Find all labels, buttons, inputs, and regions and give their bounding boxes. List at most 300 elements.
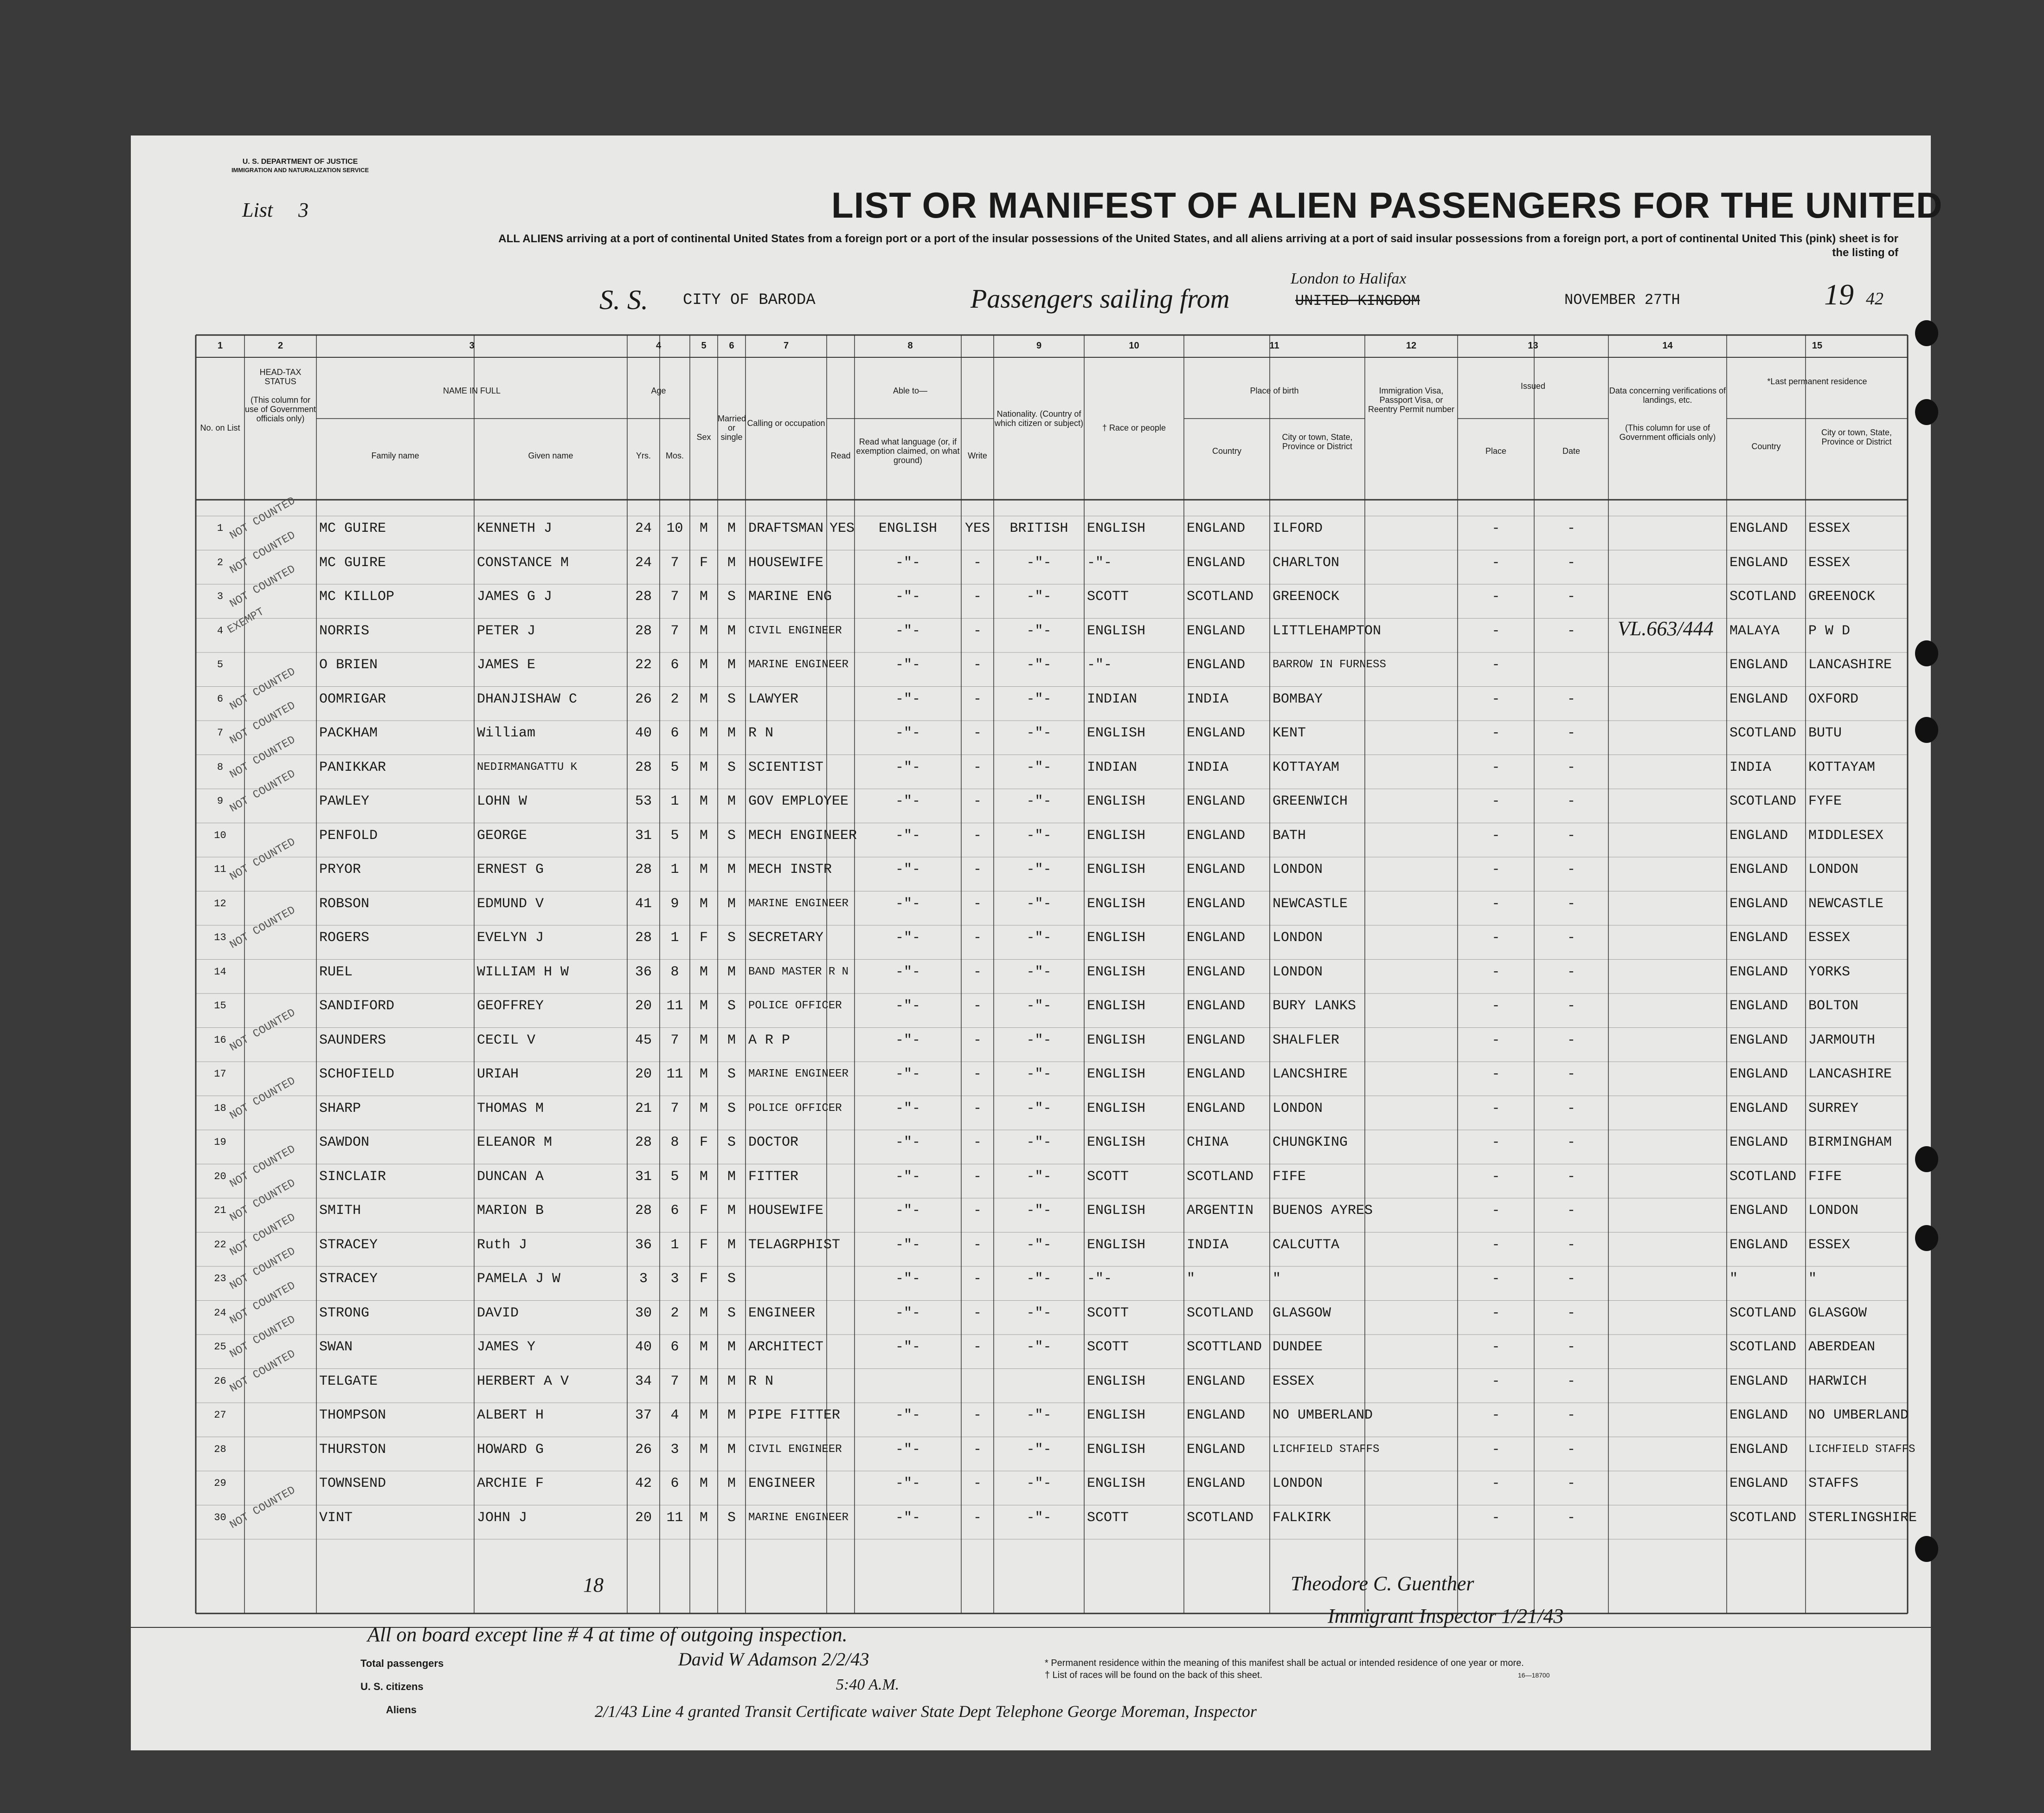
cell-rcity: FIFE: [1808, 1168, 1842, 1185]
cell-nat: -"-: [1026, 1237, 1052, 1253]
form-number: 16—18700: [1518, 1671, 1550, 1679]
cell-place: -: [1491, 998, 1500, 1014]
cell-place: -: [1491, 1237, 1500, 1253]
cell-rcity: STAFFS: [1808, 1476, 1859, 1491]
cell-ms: S: [727, 998, 736, 1014]
head-tax-stamp: NOT COUNTED: [227, 1245, 298, 1293]
cell-race: ENGLISH: [1087, 1373, 1146, 1389]
head-tax-stamp: NOT COUNTED: [227, 1279, 298, 1327]
cell-mos: 8: [670, 964, 679, 980]
cell-rcountry: ENGLAND: [1729, 1135, 1788, 1150]
cell-bcity: FIFE: [1273, 1168, 1306, 1185]
cell-ms: M: [727, 1168, 736, 1185]
cell-family: SHARP: [319, 1100, 361, 1116]
cell-family: RUEL: [319, 964, 353, 980]
punch-hole: [1915, 717, 1938, 743]
head-tax-stamp: NOT COUNTED: [227, 733, 298, 781]
cell-ms: M: [727, 794, 736, 809]
cell-write: -: [973, 998, 982, 1014]
cell-no: 29: [214, 1477, 226, 1489]
cell-date: -: [1567, 623, 1575, 639]
cell-no: 6: [217, 693, 224, 705]
cell-occ: SCIENTIST: [748, 759, 824, 775]
cell-rcity: ABERDEAN: [1808, 1339, 1876, 1355]
cell-ms: S: [727, 827, 736, 844]
cell-yrs: 24: [635, 521, 652, 536]
verification-header: Data concerning verifications of landings, etc.: [1609, 386, 1726, 405]
cell-date: -: [1567, 1339, 1575, 1355]
cell-bcity: LONDON: [1273, 1476, 1323, 1491]
column-number: 9: [1036, 341, 1042, 351]
cell-given: GEOFFREY: [477, 998, 544, 1014]
port-handwritten: London to Halifax: [1291, 270, 1407, 287]
column-number: 11: [1269, 341, 1279, 351]
cell-rcity: ": [1808, 1271, 1817, 1287]
cell-place: -: [1491, 1100, 1500, 1116]
cell-write: -: [973, 759, 982, 775]
cell-place: -: [1491, 759, 1500, 775]
cell-race: ENGLISH: [1087, 1135, 1146, 1150]
cell-yrs: 42: [635, 1476, 652, 1491]
cell-mos: 3: [670, 1441, 679, 1458]
cell-rcountry: SCOTLAND: [1729, 1168, 1797, 1185]
cell-date: -: [1567, 1373, 1575, 1389]
cell-sex: M: [699, 521, 708, 536]
cell-rcity: BOLTON: [1808, 998, 1859, 1014]
cell-yrs: 28: [635, 862, 652, 877]
punch-hole: [1915, 1536, 1938, 1562]
cell-yrs: 3: [639, 1271, 648, 1287]
cell-date: -: [1567, 1407, 1575, 1423]
cell-bcountry: SCOTTLAND: [1187, 1339, 1262, 1355]
cell-rcountry: ENGLAND: [1729, 1407, 1788, 1423]
cell-family: SMITH: [319, 1203, 361, 1219]
cell-lang: -"-: [895, 1339, 920, 1355]
cell-no: 9: [217, 795, 224, 807]
cell-mos: 2: [670, 691, 679, 707]
cell-date: -: [1567, 1066, 1575, 1082]
cell-write: -: [973, 1032, 982, 1048]
cell-yrs: 28: [635, 623, 652, 639]
cell-nat: -"-: [1026, 1271, 1052, 1287]
cell-no: 27: [214, 1409, 226, 1421]
cell-yrs: 20: [635, 1510, 652, 1526]
cell-occ: HOUSEWIFE: [748, 555, 824, 571]
cell-given: EDMUND V: [477, 896, 544, 912]
cell-place: -: [1491, 1339, 1500, 1355]
note-signer: David W Adamson 2/2/43: [678, 1649, 869, 1670]
cell-ms: M: [727, 896, 736, 912]
waiver-note: 2/1/43 Line 4 granted Transit Certificate waiver State Dept Telephone George Moreman, Inspector: [595, 1702, 1257, 1721]
cell-rcountry: INDIA: [1729, 759, 1772, 775]
cell-given: JAMES E: [477, 657, 536, 673]
cell-place: -: [1491, 827, 1500, 844]
cell-place: -: [1491, 589, 1500, 605]
cell-nat: BRITISH: [1009, 521, 1068, 536]
cell-place: -: [1491, 1203, 1500, 1219]
head-tax-stamp: NOT COUNTED: [227, 495, 298, 542]
cell-yrs: 28: [635, 1203, 652, 1219]
cell-write: -: [973, 862, 982, 877]
cell-ms: S: [727, 930, 736, 946]
cell-family: TELGATE: [319, 1373, 378, 1389]
cell-rcountry: ENGLAND: [1729, 691, 1788, 707]
cell-rcity: STERLINGSHIRE: [1808, 1510, 1917, 1526]
column-number: 6: [729, 341, 734, 351]
cell-lang: -"-: [895, 1168, 920, 1185]
cell-date: -: [1567, 1305, 1575, 1321]
cell-place: -: [1491, 1305, 1500, 1321]
cell-place: -: [1491, 657, 1500, 673]
cell-nat: -"-: [1026, 1032, 1052, 1048]
cell-family: STRACEY: [319, 1237, 378, 1253]
cell-bcountry: ENGLAND: [1187, 1100, 1246, 1116]
cell-ms: M: [727, 521, 736, 536]
cell-bcity: BURY LANKS: [1273, 998, 1356, 1014]
residence-city-header: City or town, State, Province or District: [1821, 428, 1892, 446]
cell-yrs: 20: [635, 998, 652, 1014]
cell-mos: 7: [670, 1032, 679, 1048]
cell-race: ENGLISH: [1087, 725, 1146, 741]
head-tax-stamp: NOT COUNTED: [227, 1074, 298, 1123]
cell-bcountry: ARGENTIN: [1187, 1203, 1254, 1219]
cell-yrs: 30: [635, 1305, 652, 1321]
cell-yrs: 36: [635, 1237, 652, 1253]
cell-place: -: [1491, 964, 1500, 980]
cell-place: -: [1491, 521, 1500, 536]
cell-rcity: NO UMBERLAND: [1808, 1407, 1909, 1423]
cell-yrs: 26: [635, 691, 652, 707]
verification-entry: VL.663/444: [1618, 617, 1714, 640]
cell-nat: -"-: [1026, 725, 1052, 741]
cell-sex: M: [699, 1339, 708, 1355]
cell-given: KENNETH J: [477, 521, 553, 536]
cell-nat: -"-: [1026, 1100, 1052, 1116]
cell-date: -: [1567, 827, 1575, 844]
cell-rcity: P W D: [1808, 623, 1851, 639]
cell-race: SCOTT: [1087, 1510, 1129, 1526]
race-header: † Race or people: [1102, 423, 1166, 432]
footnote-residence: * Permanent residence within the meaning of this manifest shall be actual or intended residence of one year or more.: [1045, 1658, 1524, 1668]
cell-lang: -"-: [895, 589, 920, 605]
cell-family: SANDIFORD: [319, 998, 395, 1014]
cell-given: DHANJISHAW C: [477, 691, 578, 707]
birth-city-header: City or town, State, Province or District: [1282, 432, 1353, 451]
cell-write: -: [973, 1510, 982, 1526]
cell-occ: MECH INSTR: [748, 862, 832, 877]
manifest-sheet: [131, 135, 1943, 1750]
cell-given: URIAH: [477, 1066, 519, 1082]
cell-nat: -"-: [1026, 1476, 1052, 1491]
cell-lang: -"-: [895, 1407, 920, 1423]
cell-rcountry: ENGLAND: [1729, 930, 1788, 946]
cell-occ: MARINE ENGINEER: [748, 1068, 849, 1080]
cell-bcountry: SCOTLAND: [1187, 1168, 1254, 1185]
head-tax-stamp: NOT COUNTED: [227, 1142, 298, 1191]
cell-date: -: [1567, 725, 1575, 741]
cell-nat: -"-: [1026, 555, 1052, 571]
cell-ms: S: [727, 1510, 736, 1526]
cell-bcity: LONDON: [1273, 1100, 1323, 1116]
cell-given: EVELYN J: [477, 930, 544, 946]
cell-family: NORRIS: [319, 623, 370, 639]
cell-place: -: [1491, 1135, 1500, 1150]
head-tax-stamp: NOT COUNTED: [227, 904, 298, 952]
cell-mos: 7: [670, 1100, 679, 1116]
inspector-signature: Theodore C. Guenther: [1291, 1572, 1474, 1595]
cell-lang: -"-: [895, 896, 920, 912]
cell-read: YES: [829, 521, 855, 536]
cell-rcity: GREENOCK: [1808, 589, 1876, 605]
head-tax-stamp: NOT COUNTED: [227, 529, 298, 577]
cell-no: 17: [214, 1068, 226, 1080]
cell-rcity: NEWCASTLE: [1808, 896, 1884, 912]
cell-bcity: GREENWICH: [1273, 794, 1348, 809]
cell-rcountry: ENGLAND: [1729, 998, 1788, 1014]
cell-rcountry: SCOTLAND: [1729, 1510, 1797, 1526]
cell-bcountry: ENGLAND: [1187, 521, 1246, 536]
cell-given: HOWARD G: [477, 1441, 544, 1458]
cell-place: -: [1491, 930, 1500, 946]
cell-mos: 1: [670, 794, 679, 809]
cell-mos: 7: [670, 555, 679, 571]
cell-nat: -"-: [1026, 1305, 1052, 1321]
cell-bcity: FALKIRK: [1273, 1510, 1331, 1526]
head-tax-stamp: NOT COUNTED: [227, 1484, 298, 1532]
cell-rcountry: ": [1729, 1271, 1738, 1287]
cell-lang: -"-: [895, 1237, 920, 1253]
cell-occ: MARINE ENG: [748, 589, 832, 605]
cell-rcountry: ENGLAND: [1729, 1032, 1788, 1048]
cell-write: -: [973, 1339, 982, 1355]
cell-race: ENGLISH: [1087, 794, 1146, 809]
cell-family: SAWDON: [319, 1135, 370, 1150]
cell-sex: M: [699, 998, 708, 1014]
head-tax-stamp: NOT COUNTED: [227, 1211, 298, 1259]
cell-no: 5: [217, 659, 224, 671]
cell-ms: S: [727, 1135, 736, 1150]
cell-yrs: 41: [635, 896, 652, 912]
cell-given: LOHN W: [477, 794, 527, 809]
cell-write: -: [973, 1407, 982, 1423]
cell-rcity: LONDON: [1808, 862, 1859, 877]
punch-hole: [1915, 320, 1938, 346]
punch-hole: [1915, 640, 1938, 666]
name-in-full-header: NAME IN FULL: [443, 386, 501, 395]
cell-mos: 9: [670, 896, 679, 912]
column-number: 1: [217, 341, 223, 351]
cell-bcountry: SCOTLAND: [1187, 1510, 1254, 1526]
cell-ms: M: [727, 1373, 736, 1389]
cell-bcity: NEWCASTLE: [1273, 896, 1348, 912]
no-on-list-header: No. on List: [200, 423, 240, 432]
cell-bcountry: ENGLAND: [1187, 827, 1246, 844]
column-number: 13: [1528, 341, 1538, 351]
cell-bcity: KENT: [1273, 725, 1306, 741]
cell-occ: FITTER: [748, 1168, 799, 1185]
cell-date: -: [1567, 1476, 1575, 1491]
column-number: 3: [469, 341, 475, 351]
cell-mos: 3: [670, 1271, 679, 1287]
cell-rcountry: ENGLAND: [1729, 862, 1788, 877]
head-tax-stamp: NOT COUNTED: [227, 768, 298, 815]
cell-race: ENGLISH: [1087, 896, 1146, 912]
cell-sex: F: [699, 555, 708, 571]
cell-write: -: [973, 1476, 982, 1491]
given-name-header: Given name: [528, 451, 573, 460]
cell-write: -: [973, 1305, 982, 1321]
cell-given: DUNCAN A: [477, 1168, 544, 1185]
cell-bcity: ": [1273, 1271, 1281, 1287]
cell-no: 4: [217, 625, 224, 637]
cell-lang: ENGLISH: [878, 521, 938, 536]
cell-given: NEDIRMANGATTU K: [477, 761, 578, 774]
family-name-header: Family name: [371, 451, 419, 460]
column-number: 14: [1662, 341, 1673, 351]
cell-lang: -"-: [895, 725, 920, 741]
cell-bcountry: CHINA: [1187, 1135, 1229, 1150]
cell-date: -: [1567, 759, 1575, 775]
cell-rcity: BIRMINGHAM: [1808, 1135, 1892, 1150]
cell-given: MARION B: [477, 1203, 544, 1219]
cell-mos: 1: [670, 1237, 679, 1253]
cell-date: -: [1567, 1100, 1575, 1116]
cell-write: -: [973, 1441, 982, 1458]
cell-nat: -"-: [1026, 623, 1052, 639]
cell-rcity: OXFORD: [1808, 691, 1859, 707]
cell-nat: -"-: [1026, 1168, 1052, 1185]
write-header: Write: [968, 451, 987, 460]
cell-race: ENGLISH: [1087, 1203, 1146, 1219]
cell-sex: F: [699, 1135, 708, 1150]
cell-write: -: [973, 794, 982, 809]
cell-yrs: 28: [635, 759, 652, 775]
punch-hole: [1915, 399, 1938, 425]
cell-mos: 11: [666, 998, 683, 1014]
cell-place: -: [1491, 862, 1500, 877]
aliens-label: Aliens: [386, 1704, 417, 1716]
cell-occ: MARINE ENGINEER: [748, 897, 849, 910]
cell-race: ENGLISH: [1087, 1237, 1146, 1253]
cell-ms: M: [727, 1032, 736, 1048]
place-of-birth-header: Place of birth: [1250, 386, 1299, 395]
cell-lang: -"-: [895, 827, 920, 844]
cell-bcountry: ENGLAND: [1187, 964, 1246, 980]
cell-rcountry: ENGLAND: [1729, 1373, 1788, 1389]
cell-sex: M: [699, 1441, 708, 1458]
cell-date: -: [1567, 521, 1575, 536]
cell-nat: -"-: [1026, 1339, 1052, 1355]
cell-place: -: [1491, 623, 1500, 639]
cell-occ: MARINE ENGINEER: [748, 1511, 849, 1524]
cell-rcity: GLASGOW: [1808, 1305, 1867, 1321]
cell-race: SCOTT: [1087, 589, 1129, 605]
cell-rcity: HARWICH: [1808, 1373, 1867, 1389]
cell-mos: 11: [666, 1510, 683, 1526]
cell-yrs: 31: [635, 1168, 652, 1185]
cell-nat: -"-: [1026, 691, 1052, 707]
cell-lang: -"-: [895, 759, 920, 775]
head-tax-stamp: NOT COUNTED: [227, 1177, 298, 1225]
cell-date: -: [1567, 862, 1575, 877]
cell-no: 1: [217, 523, 224, 534]
cell-given: CONSTANCE M: [477, 555, 569, 571]
cell-mos: 6: [670, 1476, 679, 1491]
issued-date-header: Date: [1562, 446, 1581, 456]
cell-rcity: MIDDLESEX: [1808, 827, 1884, 844]
cell-sex: M: [699, 691, 708, 707]
cell-no: 3: [217, 591, 224, 602]
cell-race: ENGLISH: [1087, 1441, 1146, 1458]
cell-bcity: SHALFLER: [1273, 1032, 1340, 1048]
yrs-header: Yrs.: [636, 451, 651, 460]
cell-no: 14: [214, 966, 226, 978]
cell-occ: R N: [748, 1373, 774, 1389]
cell-write: -: [973, 589, 982, 605]
punch-hole: [1915, 1146, 1938, 1172]
cell-mos: 10: [666, 521, 683, 536]
nationality-header: Nationality. (Country of which citizen or subject): [994, 409, 1084, 428]
cell-occ: DOCTOR: [748, 1135, 799, 1150]
cell-bcountry: ENGLAND: [1187, 1373, 1246, 1389]
cell-bcountry: ENGLAND: [1187, 896, 1246, 912]
cell-no: 18: [214, 1102, 226, 1114]
cell-sex: M: [699, 589, 708, 605]
cell-nat: -"-: [1026, 964, 1052, 980]
cell-lang: -"-: [895, 1066, 920, 1082]
cell-occ: MECH ENGINEER: [748, 827, 857, 844]
cell-nat: -"-: [1026, 862, 1052, 877]
cell-bcity: NO UMBERLAND: [1273, 1407, 1373, 1423]
cell-sex: M: [699, 1100, 708, 1116]
head-tax-stamp: NOT COUNTED: [227, 665, 298, 713]
cell-family: TOWNSEND: [319, 1476, 386, 1491]
column-number: 15: [1812, 341, 1823, 351]
able-to-header: Able to—: [893, 386, 928, 395]
cell-bcountry: ENGLAND: [1187, 1476, 1246, 1491]
cell-rcity: ESSEX: [1808, 521, 1851, 536]
cell-race: ENGLISH: [1087, 998, 1146, 1014]
head-tax-stamp: NOT COUNTED: [227, 699, 298, 747]
cell-ms: S: [727, 1066, 736, 1082]
cell-ms: M: [727, 1237, 736, 1253]
cell-yrs: 40: [635, 1339, 652, 1355]
cell-mos: 6: [670, 725, 679, 741]
cell-place: -: [1491, 794, 1500, 809]
cell-bcity: LANCSHIRE: [1273, 1066, 1348, 1082]
cell-rcity: LONDON: [1808, 1203, 1859, 1219]
cell-nat: -"-: [1026, 1066, 1052, 1082]
cell-rcity: ESSEX: [1808, 555, 1851, 571]
cell-mos: 1: [670, 862, 679, 877]
cell-mos: 7: [670, 589, 679, 605]
cell-family: MC KILLOP: [319, 589, 395, 605]
cell-place: -: [1491, 691, 1500, 707]
cell-rcity: FYFE: [1808, 794, 1842, 809]
cell-date: -: [1567, 998, 1575, 1014]
cell-bcity: ESSEX: [1273, 1373, 1315, 1389]
cell-no: 21: [214, 1205, 226, 1216]
column-number: 7: [783, 341, 789, 351]
column-number: 10: [1129, 341, 1139, 351]
cell-race: SCOTT: [1087, 1305, 1129, 1321]
cell-family: ROGERS: [319, 930, 370, 946]
cell-date: -: [1567, 1441, 1575, 1458]
cell-date: -: [1567, 896, 1575, 912]
cell-given: ALBERT H: [477, 1407, 544, 1423]
cell-lang: -"-: [895, 930, 920, 946]
cell-rcountry: ENGLAND: [1729, 657, 1788, 673]
